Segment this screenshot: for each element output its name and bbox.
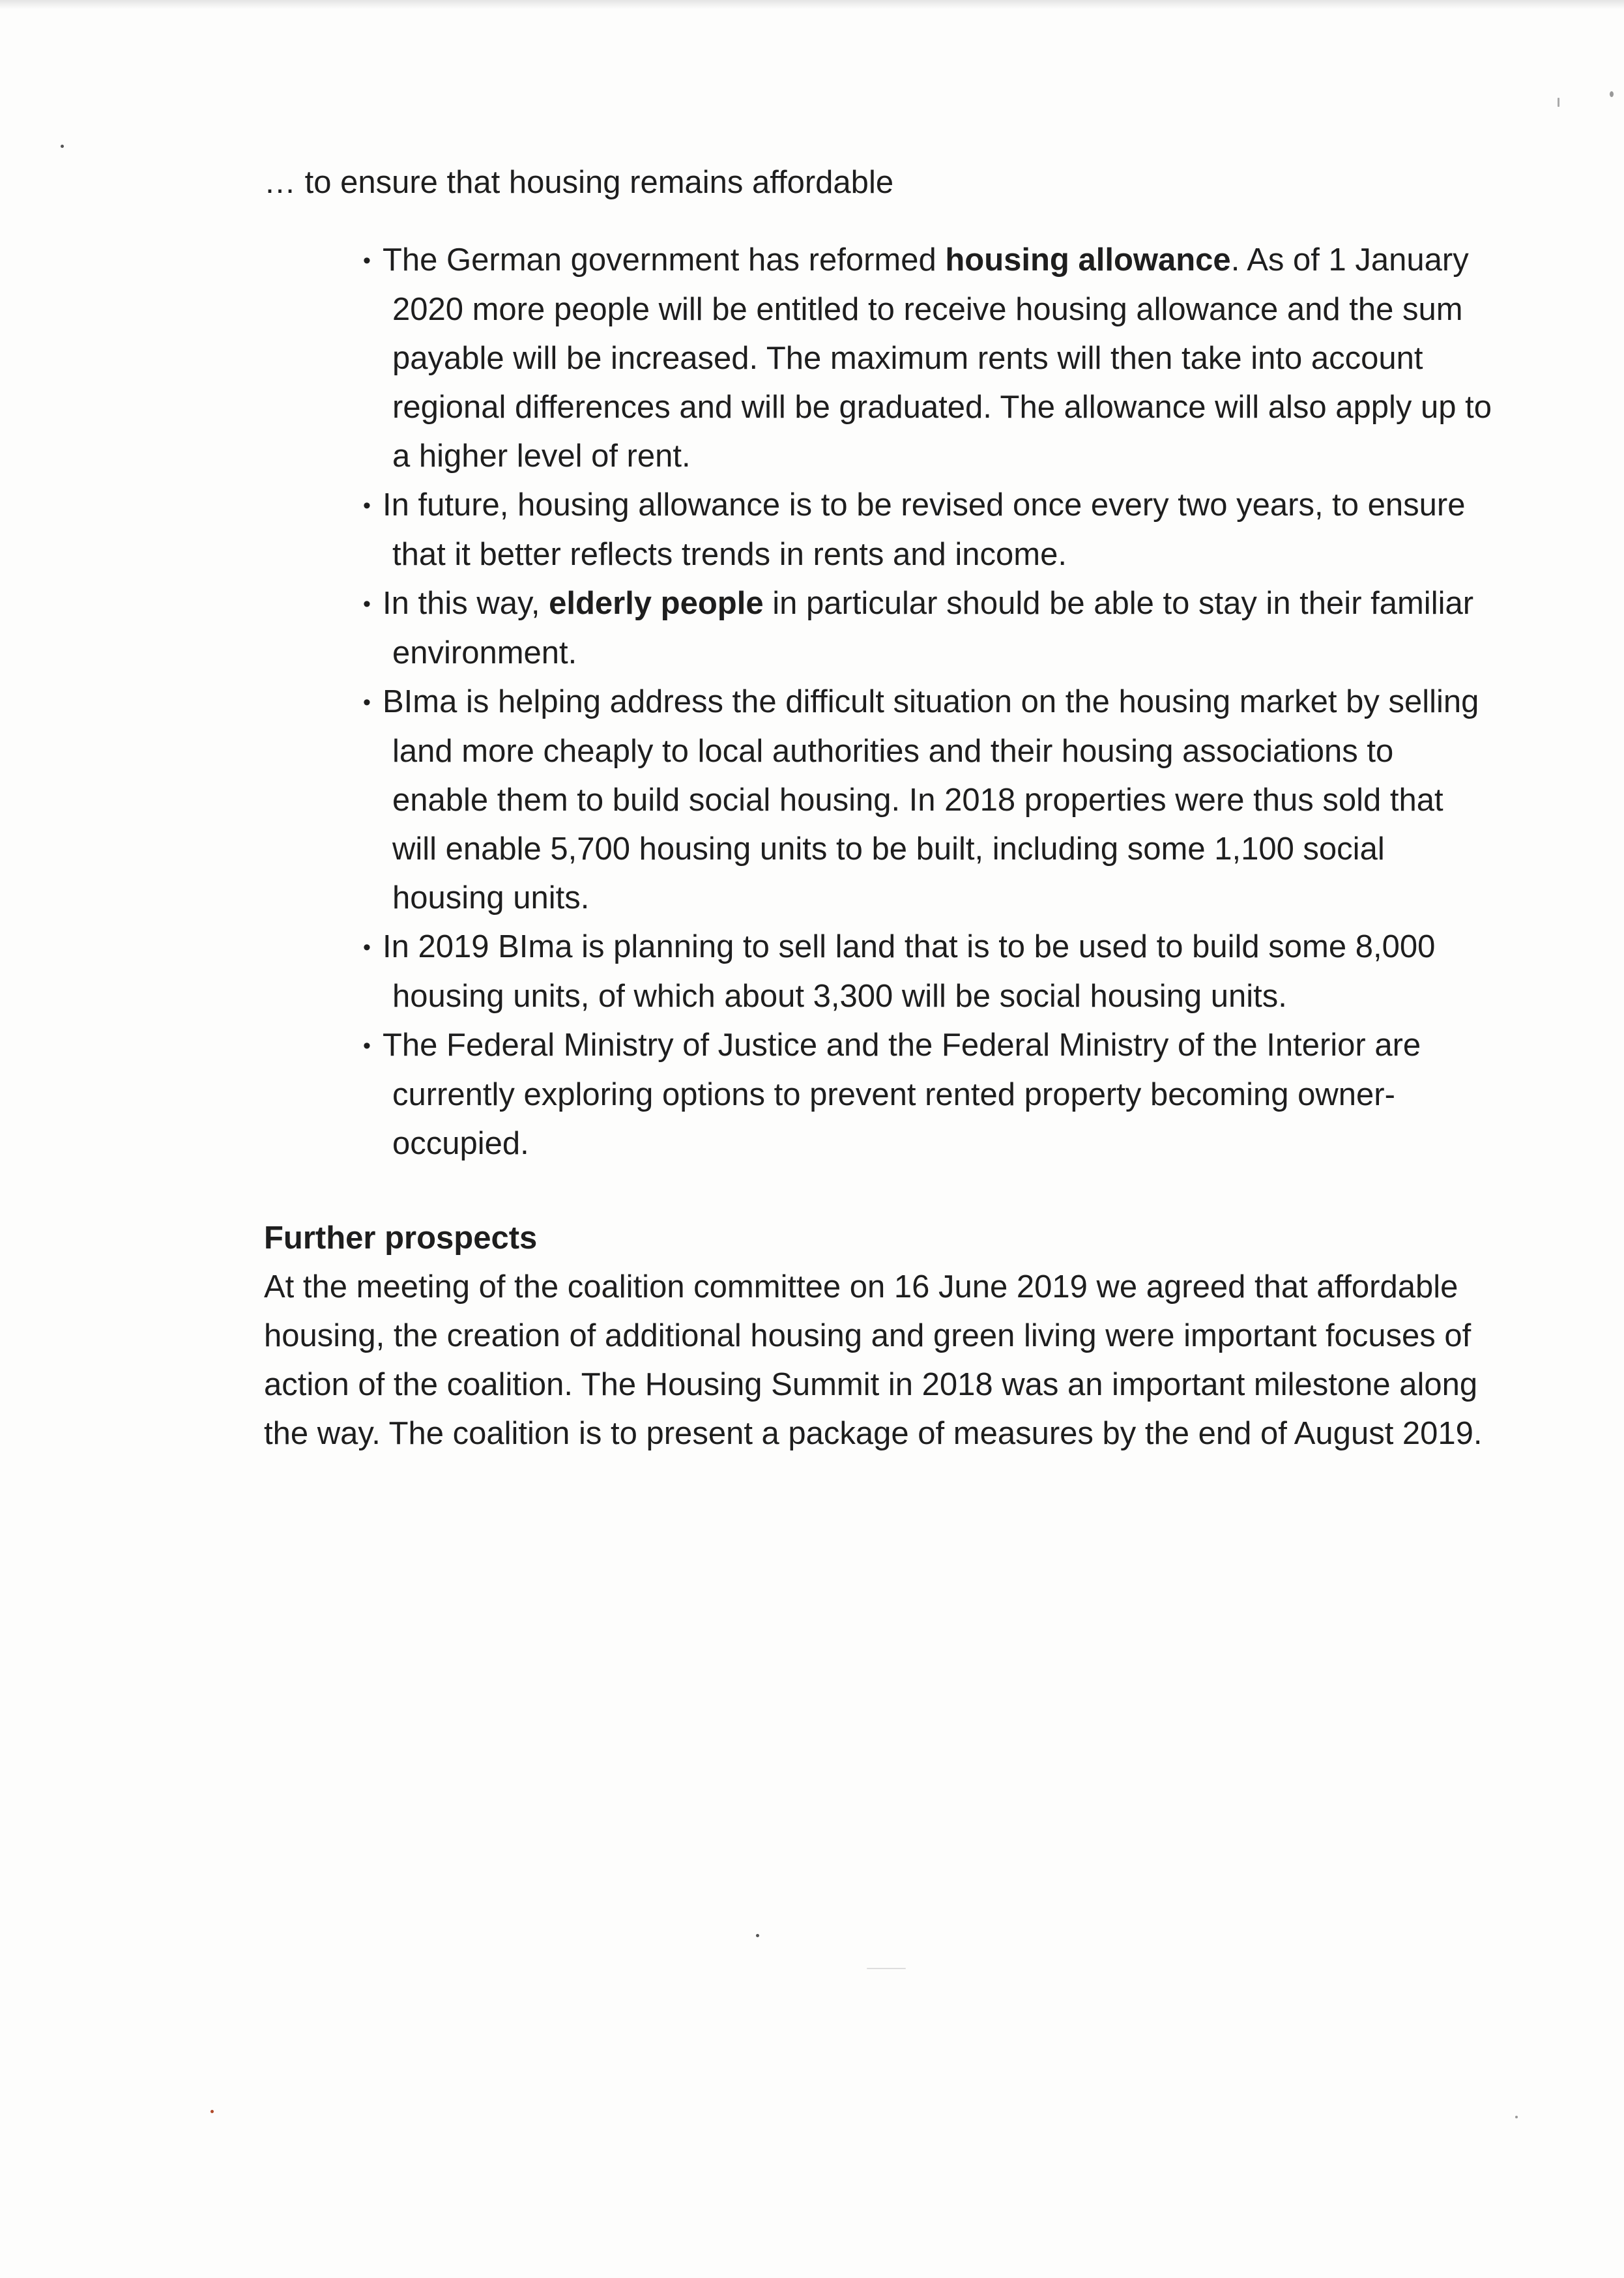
scan-speck — [210, 2110, 214, 2113]
scan-speck — [1610, 91, 1614, 97]
document-body — [264, 158, 1496, 1458]
list-item-text: In future, housing allowance is to be revised once every two years, to ensure that it better reflects trends in rents and income. — [383, 487, 1466, 572]
bullet-icon: • — [363, 690, 371, 715]
list-item — [264, 1021, 1496, 1168]
list-item-text: The Federal Ministry of Justice and the Federal Ministry of the Interior are currently exploring options to prevent rented property becoming owner-occupied. — [383, 1028, 1421, 1161]
list-item-bold: housing allowance — [945, 242, 1231, 278]
list-item — [264, 678, 1496, 923]
list-item — [264, 481, 1496, 579]
list-item-text: The German government has reformed — [383, 242, 946, 278]
scan-speck — [61, 145, 64, 148]
bullet-icon: • — [363, 248, 371, 273]
list-item-text: BIma is helping address the difficult situation on the housing market by selling land more cheaply to local authorities and their housing associations to enable them to build social housing. In 2018 properties were thus sold that will enable 5,700 housing units to be built, including some 1,100 social housing units. — [383, 684, 1479, 916]
bullet-icon: • — [363, 592, 371, 616]
scan-speck — [756, 1934, 759, 1937]
bullet-icon: • — [363, 493, 371, 518]
scan-speck — [867, 1968, 906, 1969]
list-item — [264, 923, 1496, 1021]
bullet-list — [264, 236, 1496, 1168]
intro-line: … to ensure that housing remains affordable — [264, 165, 894, 200]
list-item — [264, 236, 1496, 481]
list-item-text-after: in particular should be able to stay in their familiar environment. — [392, 586, 1474, 670]
section-paragraph: At the meeting of the coalition committee on 16 June 2019 we agreed that affordable housing, the creation of additional housing and green living were important focuses of action of the coalition. The Housing Summit in 2018 was an important milestone along the way. The coalition is to present a package of measures by the end of August 2019. — [264, 1269, 1483, 1451]
scan-edge-shadow — [0, 0, 1624, 9]
list-item-text: In 2019 BIma is planning to sell land that is to be used to build some 8,000 housing units, of which about 3,300 will be social housing units. — [383, 929, 1436, 1014]
list-item-text: In this way, — [383, 586, 549, 621]
bullet-icon: • — [363, 935, 371, 960]
section-heading: Further prospects — [264, 1220, 538, 1256]
list-item-text-after: . As of 1 January 2020 more people will be entitled to receive housing allowance and the sum payable will be increased. The maximum rents will then take into account regional differences and will be graduated. The allowance will also apply up to a higher level of rent. — [392, 242, 1492, 474]
list-item — [264, 579, 1496, 678]
scan-speck — [1515, 2116, 1518, 2118]
bullet-icon: • — [363, 1033, 371, 1058]
scan-speck — [1558, 98, 1559, 107]
list-item-bold: elderly people — [549, 586, 764, 621]
